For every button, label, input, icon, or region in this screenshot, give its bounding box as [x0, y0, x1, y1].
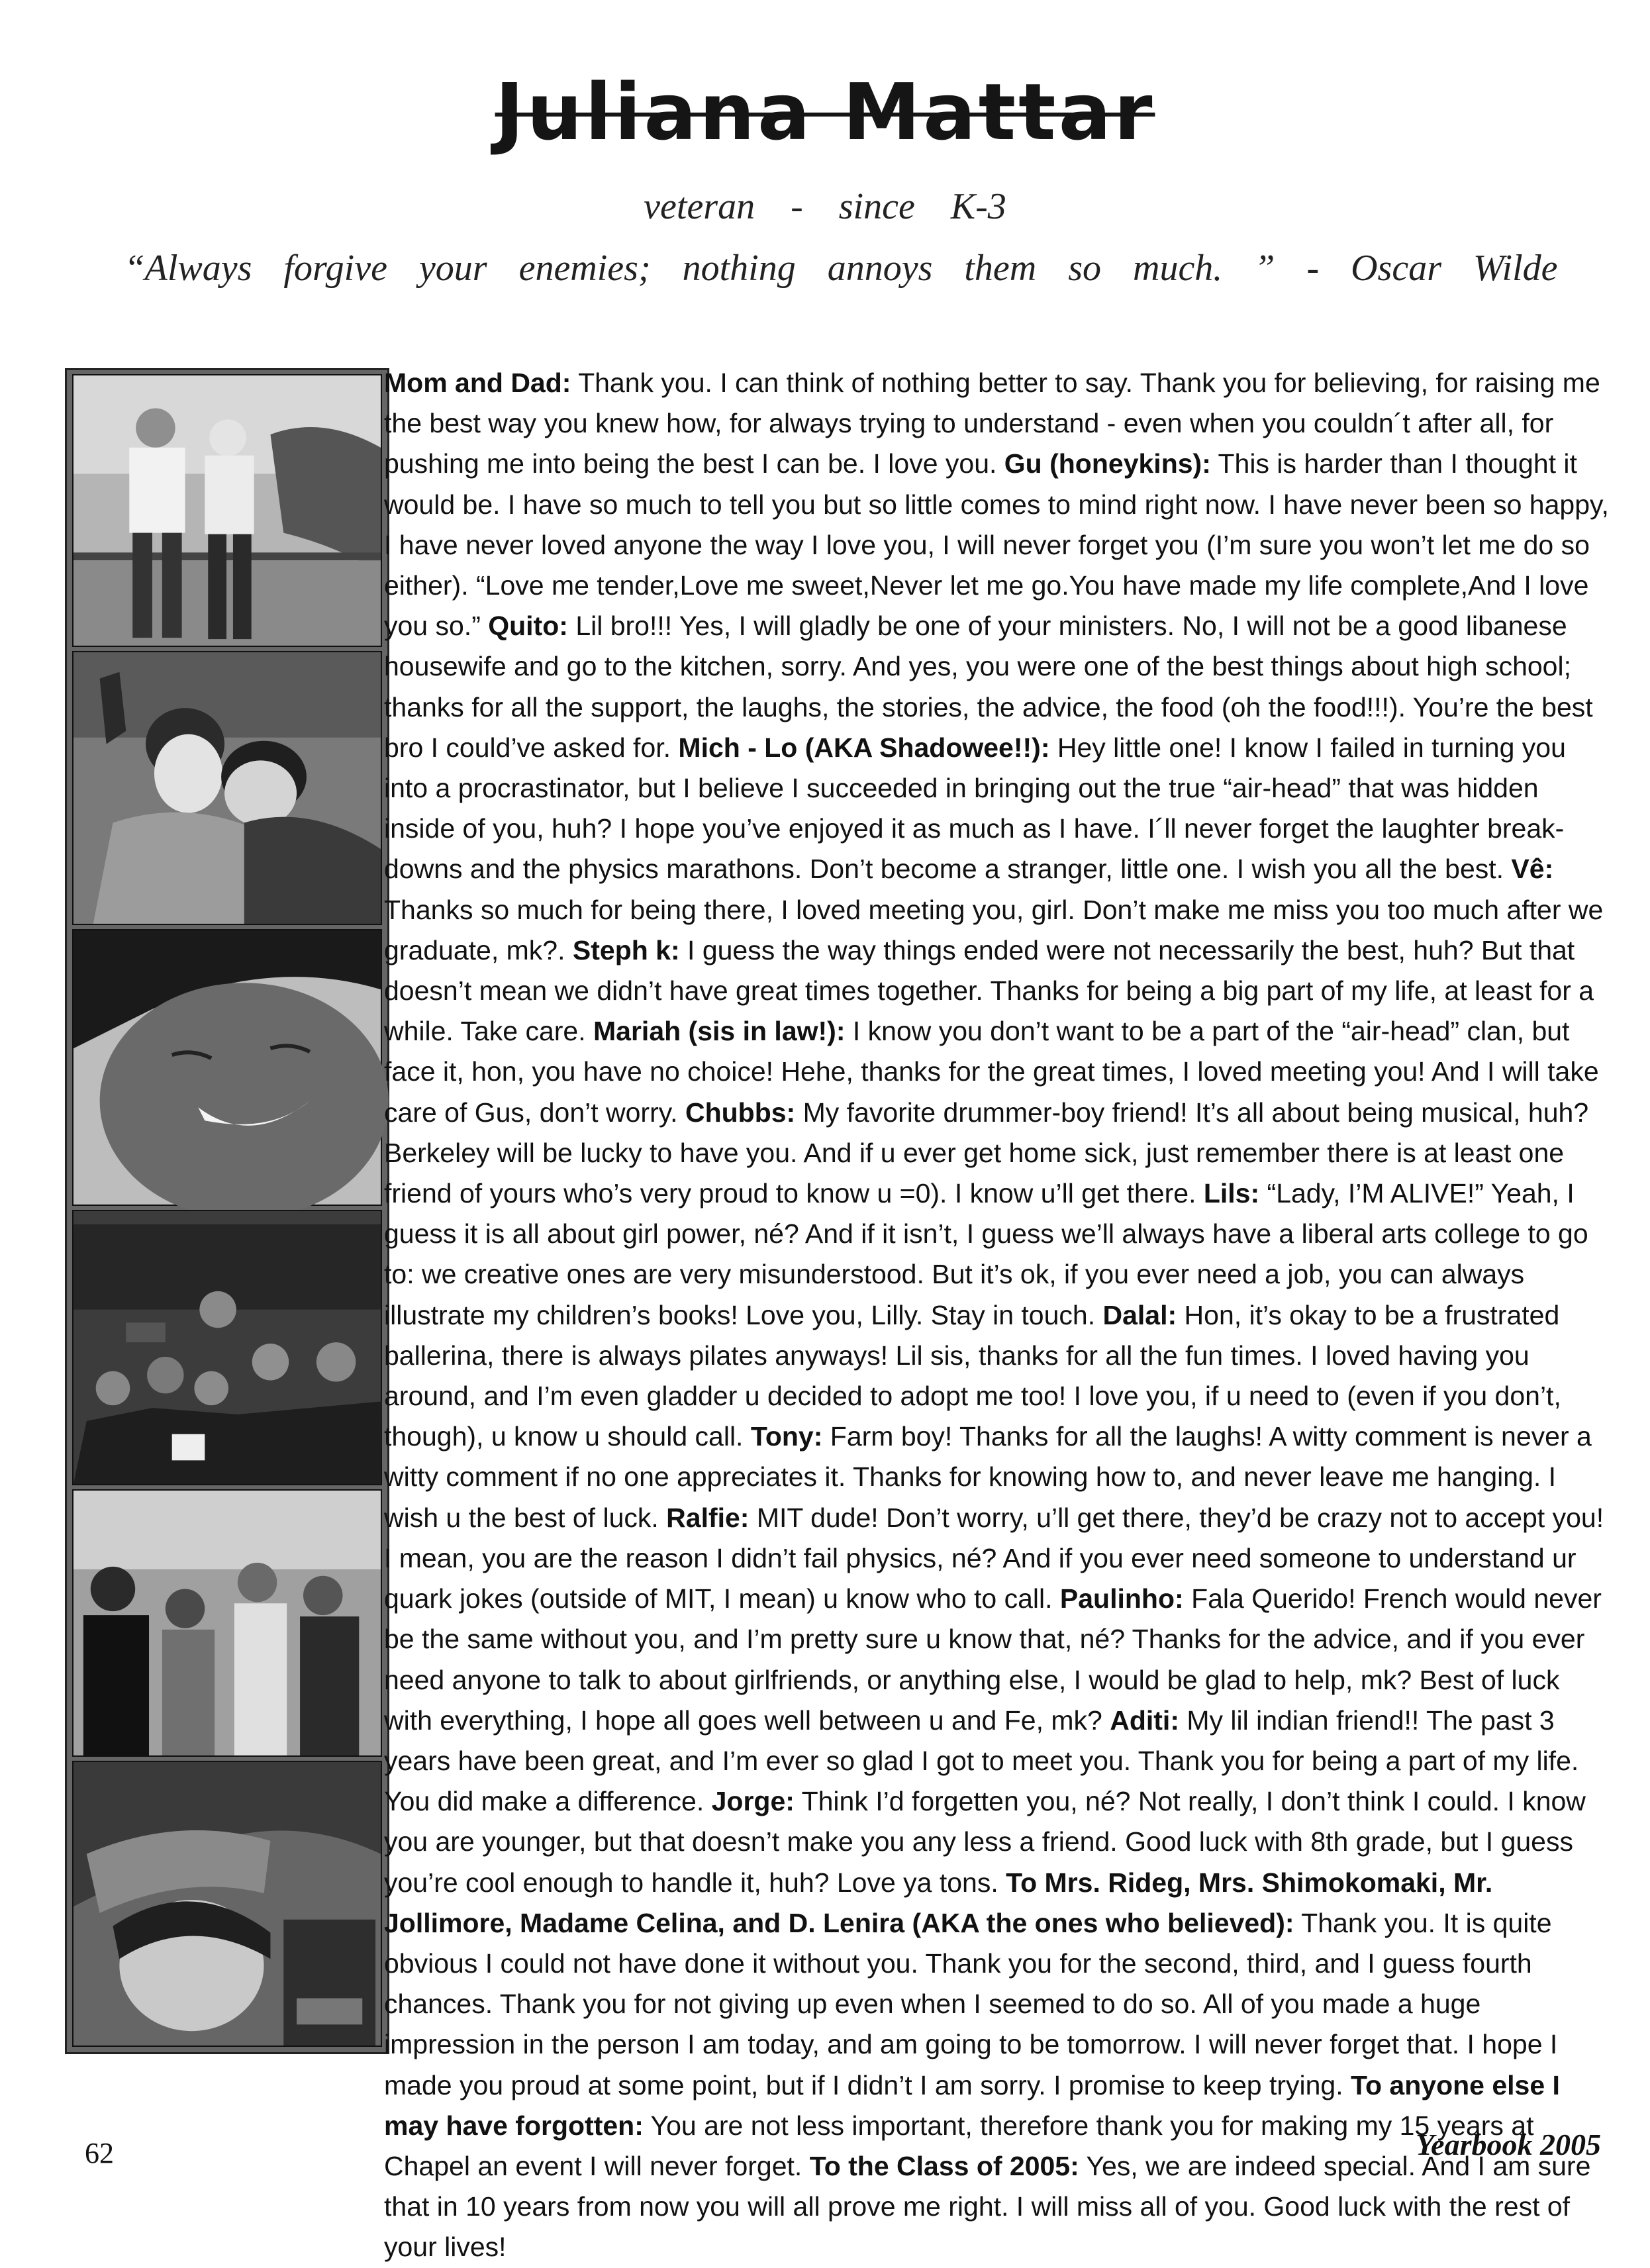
- dedication-text: Hey little one! I know I failed in turning you into a procrastinator, but I believe I succeeded in bringing out the true “air-head” that was hidden inside of you, huh? I hope you’ve enjoyed it as much as I have. I´ll never forget the laughter break-downs and the physics marathons. Don’t become a stranger, little one. I wish you all the best.: [384, 732, 1566, 885]
- photo-smile-closeup: [72, 929, 382, 1206]
- dedication-name: Quito:: [488, 611, 568, 642]
- dedication-name: Jorge:: [711, 1786, 795, 1817]
- dedication-name: To anyone else I may have forgotten:: [384, 2069, 1560, 2141]
- dedication-name: Dalal:: [1102, 1299, 1177, 1330]
- dedication-name: Steph k:: [572, 934, 680, 965]
- dedication-name: To the Class of 2005:: [809, 2150, 1079, 2181]
- photo-friends-hug: [72, 651, 382, 925]
- dedication-name: Lils:: [1203, 1178, 1260, 1209]
- dedication-text: I know you don’t want to be a part of the “air-head” clan, but face it, hon, you have no choice! Hehe, thanks for the great times, I loved meeting you! And I will take care of Gus, don’t worry.: [384, 1016, 1599, 1128]
- dedication-name: Aditi:: [1110, 1704, 1179, 1736]
- photo-group-hallway: [72, 1489, 382, 1757]
- quote: “Always forgive your enemies; nothing annoys them so much. ” - Oscar Wilde: [124, 248, 1558, 289]
- dedication-name: Ralfie:: [666, 1502, 750, 1533]
- dedication-text: This is harder than I thought it would be. I have so much to tell you but so little comes to mind right now. I have never been so happy, I have never loved anyone the way I love you, I will never forget you (I’m sure you won’t let me do so either). “Love me tender,Love me sweet,Never let me go.You have made my life complete,And I love you so.”: [384, 448, 1609, 642]
- yearbook-title: Yearbook 2005: [1416, 2128, 1601, 2161]
- dedication-text: My lil indian friend!! The past 3 years have been great, and I’m ever so glad I got to meet you. Thank you for being a part of my life. You did make a difference.: [384, 1704, 1579, 1817]
- subtitle: veteran - since K-3: [644, 186, 1006, 227]
- photo-parents: [72, 374, 382, 647]
- dedication-text: Yes, we are indeed special. And I am sure that in 10 years from now you will all prove me right. I will miss all of you. Good luck with the rest of your lives!: [384, 2150, 1591, 2263]
- dedication-text: Fala Querido! French would never be the same without you, and I’m pretty sure u know that, né? Thanks for the advice, and if you ever need anyone to talk to about girlfriends, or anything else, I would be glad to help, mk? Best of luck with everything, I hope all goes well between u and Fe, mk?: [384, 1583, 1602, 1736]
- dedication-name: Tony:: [750, 1421, 823, 1452]
- dedication-name: Chubbs:: [685, 1097, 796, 1128]
- dedication-text: Lil bro!!! Yes, I will gladly be one of your ministers. No, I will not be a good libanese housewife and go to the kitchen, sorry. And yes, you were one of the best things about high school; thanks for all the support, the laughs, the stories, the advice, the food (oh the food!!!). You’re the best bro I could’ve asked for.: [384, 611, 1593, 763]
- dedication-text: MIT dude! Don’t worry, u’ll get there, they’d be crazy not to accept you! I mean, you are the reason I didn’t fail physics, né? And if you ever need someone to understand ur quark jokes (outside of MIT, I mean) u know who to call.: [384, 1502, 1604, 1614]
- dedication-text: Thank you. It is quite obvious I could not have done it without you. Thank you for the second, third, and I guess fourth chances. Thank you for not giving up even when I seemed to do so. All of you made a huge impression in the person I am today, and am going to be tomorrow. I will never forget that. I hope I made you proud at some point, but if I didn’t I am sorry. I promise to keep trying.: [384, 1907, 1558, 2100]
- photo-strip: [65, 368, 389, 2054]
- photo-group-classroom: [72, 1210, 382, 1485]
- photo-car-selfie: [72, 1761, 382, 2047]
- dedication-text: Hon, it’s okay to be a frustrated ballerina, there is always pilates anyways! Lil sis, thanks for all the fun times. I loved having you around, and I’m even gladder u decided to adopt me too! I love you, if u need to (even if you don’t, though), u know u should call.: [384, 1299, 1561, 1452]
- dedication-text: “Lady, I’M ALIVE!” Yeah, I guess it is all about girl power, né? And if it isn’t, I guess we’ll always have a liberal arts college to go to: we creative ones are very misunderstood. But it’s ok, if you ever need a job, you can always illustrate my children’s books! Love you, Lilly. Stay in touch.: [384, 1178, 1588, 1330]
- person-name: Juliana Mattar: [495, 66, 1155, 158]
- dedication-text: Farm boy! Thanks for all the laughs! A witty comment is never a witty comment if no one appreciates it. Thanks for knowing how to, and never leave me hanging. I wish u the best of luck.: [384, 1421, 1592, 1533]
- dedication-text: Thank you. I can think of nothing better to say. Thank you for believing, for raising me the best way you knew how, for always trying to understand - even when you couldn´t after all, for pushing me into being the best I can be. I love you.: [384, 368, 1600, 479]
- dedication-text: My favorite drummer-boy friend! It’s all about being musical, huh? Berkeley will be lucky to have you. And if u ever get home sick, just remember there is at least one friend of yours who’s very proud to know u =0). I know u’ll get there.: [384, 1097, 1589, 1209]
- dedication-text: Thanks so much for being there, I loved meeting you, girl. Don’t make me miss you too much after we graduate, mk?.: [384, 894, 1604, 965]
- dedication-name: Paulinho:: [1059, 1583, 1184, 1614]
- dedication-text: Think I’d forgetten you, né? Not really, I don’t think I could. I know you are younger, but that doesn’t make you any less a friend. Good luck with 8th grade, but I guess you’re cool enough to handle it, huh? Love ya tons.: [384, 1786, 1586, 1898]
- dedication-name: Mich - Lo (AKA Shadowee!!):: [678, 732, 1050, 763]
- dedication-name: Gu (honeykins):: [1004, 448, 1211, 479]
- dedication-name: Mariah (sis in law!):: [593, 1016, 846, 1047]
- dedication-text: I guess the way things ended were not necessarily the best, huh? But that doesn’t mean we didn’t have great times together. Thanks for being a big part of my life, at least for a while. Take care.: [384, 934, 1594, 1047]
- dedication-name: Vê:: [1511, 854, 1554, 885]
- dedication-name: Mom and Dad:: [384, 368, 571, 398]
- dedication-text: You are not less important, therefore thank you for making my 15 years at Chapel an event I will never forget.: [384, 2110, 1534, 2181]
- page-number: 62: [85, 2137, 114, 2169]
- dedication-name: To Mrs. Rideg, Mrs. Shimokomaki, Mr. Jollimore, Madame Celina, and D. Lenira (AKA the ones who believed):: [384, 1867, 1493, 1938]
